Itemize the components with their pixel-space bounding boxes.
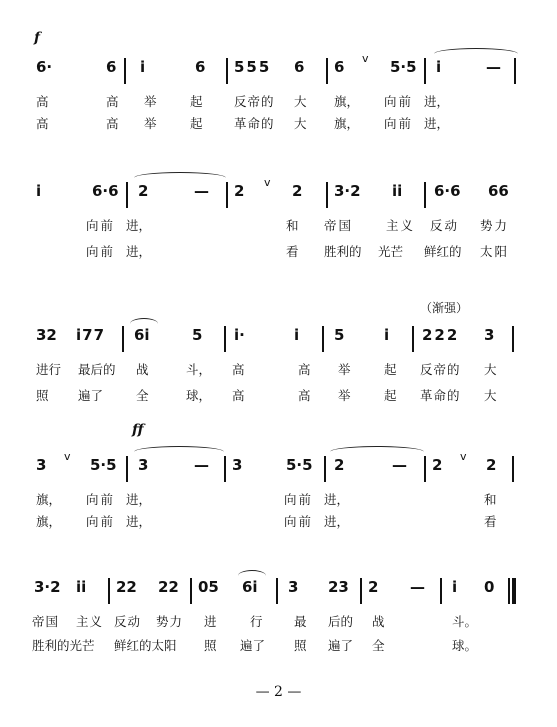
- note: ii: [76, 578, 87, 596]
- lyric: 高: [106, 94, 119, 109]
- system-1: [0, 52, 557, 188]
- note: 3: [138, 456, 149, 474]
- lyric: 球。: [452, 638, 478, 653]
- notes-row: [0, 326, 557, 366]
- barline: [360, 578, 362, 604]
- note: —: [194, 182, 209, 200]
- lyric: 大: [294, 116, 307, 131]
- note: 555: [234, 58, 272, 76]
- barline: [322, 326, 324, 352]
- lyric: 举: [144, 94, 157, 109]
- lyric: 战: [372, 614, 385, 629]
- note: 6: [294, 58, 305, 76]
- note: 2: [334, 456, 345, 474]
- notes-row: [0, 176, 557, 222]
- lyric: 旗，: [36, 492, 62, 507]
- note: i: [140, 58, 146, 76]
- lyric: 进，: [126, 244, 152, 259]
- lyric: 和: [484, 492, 497, 507]
- lyric: 高: [298, 388, 311, 403]
- lyric: 进，: [324, 514, 350, 529]
- note: —: [194, 456, 209, 474]
- lyric: 革命的: [234, 116, 275, 131]
- tie-mark: [134, 446, 224, 453]
- barline: [508, 578, 510, 604]
- lyrics-verse-2: [0, 244, 557, 264]
- crescendo-marking: （渐强）: [420, 301, 469, 315]
- note: 3: [288, 578, 299, 596]
- lyrics-verse-1: [0, 492, 557, 512]
- barline: [122, 326, 124, 352]
- note: 22: [116, 578, 137, 596]
- lyric: 全: [136, 388, 149, 403]
- tie-mark: [134, 172, 226, 179]
- note: —: [392, 456, 407, 474]
- lyric: 起: [384, 388, 397, 403]
- lyric: 主义: [76, 614, 104, 629]
- note: —: [410, 578, 425, 596]
- lyric: 反动: [114, 614, 142, 629]
- lyric: 高: [232, 362, 245, 377]
- system-3: [0, 326, 557, 456]
- lyric: 高: [232, 388, 245, 403]
- lyric: 胜利的光芒: [32, 638, 95, 653]
- lyric: 向前: [86, 244, 116, 259]
- barline: [224, 326, 226, 352]
- note: 6i: [242, 578, 258, 596]
- note: 2: [234, 182, 245, 200]
- lyric: 最: [294, 614, 307, 629]
- lyric: 最后的: [78, 362, 116, 377]
- lyric: 照: [36, 388, 49, 403]
- barline: [224, 456, 226, 482]
- lyric: 旗，: [334, 94, 360, 109]
- system-2: [0, 176, 557, 312]
- lyric: 斗。: [452, 614, 478, 629]
- lyric: 行: [250, 614, 263, 629]
- barline: [108, 578, 110, 604]
- final-barline: [512, 578, 516, 604]
- notes-row: [0, 450, 557, 496]
- lyric: 战: [136, 362, 149, 377]
- note: —: [486, 58, 501, 76]
- note: 6: [195, 58, 206, 76]
- lyric: 帝国: [32, 614, 60, 629]
- dynamic-forte: f: [34, 30, 41, 46]
- note: 6i: [134, 326, 150, 344]
- note: 222: [422, 326, 460, 344]
- lyric: 看: [484, 514, 497, 529]
- note: 6: [334, 58, 345, 76]
- note: 32: [36, 326, 57, 344]
- barline: [324, 456, 326, 482]
- lyric: 举: [338, 388, 351, 403]
- lyric: 向前: [384, 116, 414, 131]
- lyrics-verse-2: [0, 116, 557, 136]
- slur-mark: [130, 318, 158, 325]
- barline: [424, 456, 426, 482]
- note: i: [452, 578, 458, 596]
- lyric: 遍了: [78, 388, 104, 403]
- lyric: 大: [484, 362, 497, 377]
- note: 2: [486, 456, 497, 474]
- note: 5·5: [286, 456, 313, 474]
- note: i: [294, 326, 300, 344]
- note: ii: [392, 182, 403, 200]
- note: 5: [334, 326, 345, 344]
- lyric: 势力: [480, 218, 510, 233]
- note: 2: [292, 182, 303, 200]
- lyric: 高: [106, 116, 119, 131]
- system-4: [0, 450, 557, 586]
- lyric: 旗，: [36, 514, 62, 529]
- lyric: 向前: [284, 514, 314, 529]
- note: i·: [234, 326, 245, 344]
- barline: [514, 58, 516, 84]
- barline: [424, 182, 426, 208]
- lyric: 大: [294, 94, 307, 109]
- lyric: 旗，: [334, 116, 360, 131]
- lyrics-verse-2: [0, 638, 557, 658]
- note: 6: [106, 58, 117, 76]
- dynamic-fortissimo: ff: [132, 422, 144, 438]
- lyric: 进，: [126, 514, 152, 529]
- lyric: 起: [384, 362, 397, 377]
- lyric: 后的: [328, 614, 354, 629]
- lyric: 反动: [430, 218, 460, 233]
- lyric: 反帝的: [234, 94, 275, 109]
- breath-mark: v: [362, 52, 369, 65]
- lyrics-verse-1: [0, 94, 557, 114]
- barline: [276, 578, 278, 604]
- note: 2: [368, 578, 379, 596]
- note: 3·2: [34, 578, 61, 596]
- breath-mark: v: [264, 176, 271, 189]
- barline: [124, 58, 126, 84]
- lyrics-verse-2: [0, 388, 557, 408]
- lyric: 高: [36, 116, 49, 131]
- note: 3: [36, 456, 47, 474]
- lyric: 势力: [156, 614, 184, 629]
- barline: [190, 578, 192, 604]
- breath-mark: v: [460, 450, 467, 463]
- lyric: 球，: [186, 388, 212, 403]
- breath-mark: v: [64, 450, 71, 463]
- barline: [512, 326, 514, 352]
- notes-row: [0, 578, 557, 618]
- note: 6·: [36, 58, 53, 76]
- lyric: 进，: [324, 492, 350, 507]
- lyric: 起: [190, 94, 203, 109]
- lyric: 太阳: [480, 244, 510, 259]
- lyric: 照: [204, 638, 217, 653]
- barline: [412, 326, 414, 352]
- lyric: 革命的: [420, 388, 461, 403]
- lyric: 遍了: [240, 638, 266, 653]
- note: 2: [138, 182, 149, 200]
- lyrics-verse-1: [0, 218, 557, 238]
- note: 0: [484, 578, 495, 596]
- lyric: 帝国: [324, 218, 354, 233]
- barline: [326, 182, 328, 208]
- note: 3: [232, 456, 243, 474]
- lyric: 向前: [86, 514, 116, 529]
- page-number: — 2 —: [255, 684, 302, 700]
- barline: [126, 182, 128, 208]
- lyric: 鲜红的: [424, 244, 462, 259]
- note: 22: [158, 578, 179, 596]
- tie-mark: [330, 446, 424, 453]
- lyric: 遍了: [328, 638, 354, 653]
- lyric: 向前: [86, 492, 116, 507]
- barline: [226, 182, 228, 208]
- note: 3·2: [334, 182, 361, 200]
- notes-row: [0, 52, 557, 98]
- lyric: 照: [294, 638, 307, 653]
- lyric: 斗，: [186, 362, 212, 377]
- note: 5·5: [390, 58, 417, 76]
- note: i77: [76, 326, 106, 344]
- lyric: 起: [190, 116, 203, 131]
- lyric: 举: [338, 362, 351, 377]
- lyric: 胜利的: [324, 244, 362, 259]
- barline: [226, 58, 228, 84]
- lyric: 进，: [126, 492, 152, 507]
- note: 3: [484, 326, 495, 344]
- barline: [512, 456, 514, 482]
- lyric: 看: [286, 244, 299, 259]
- note: 6·6: [92, 182, 119, 200]
- lyric: 和: [286, 218, 299, 233]
- lyric: 光芒: [378, 244, 404, 259]
- barline: [126, 456, 128, 482]
- lyric: 主义: [386, 218, 416, 233]
- note: i: [36, 182, 42, 200]
- lyric: 进行: [36, 362, 62, 377]
- lyric: 鲜红的太阳: [114, 638, 177, 653]
- lyrics-verse-1: [0, 614, 557, 634]
- lyric: 反帝的: [420, 362, 461, 377]
- lyric: 进，: [424, 116, 450, 131]
- lyrics-verse-1: [0, 362, 557, 382]
- note: 2: [432, 456, 443, 474]
- note: 5·5: [90, 456, 117, 474]
- lyric: 举: [144, 116, 157, 131]
- note: 05: [198, 578, 219, 596]
- note: i: [436, 58, 442, 76]
- note: 66: [488, 182, 509, 200]
- lyric: 进: [204, 614, 217, 629]
- lyric: 全: [372, 638, 385, 653]
- lyrics-verse-2: [0, 514, 557, 534]
- lyric: 高: [298, 362, 311, 377]
- lyric: 进，: [126, 218, 152, 233]
- barline: [440, 578, 442, 604]
- lyric: 向前: [384, 94, 414, 109]
- lyric: 高: [36, 94, 49, 109]
- barline: [424, 58, 426, 84]
- lyric: 进，: [424, 94, 450, 109]
- note: i: [384, 326, 390, 344]
- lyric: 向前: [86, 218, 116, 233]
- lyric: 大: [484, 388, 497, 403]
- note: 23: [328, 578, 349, 596]
- barline: [326, 58, 328, 84]
- note: 6·6: [434, 182, 461, 200]
- tie-mark: [434, 48, 518, 55]
- slur-mark: [238, 570, 266, 577]
- note: 5: [192, 326, 203, 344]
- lyric: 向前: [284, 492, 314, 507]
